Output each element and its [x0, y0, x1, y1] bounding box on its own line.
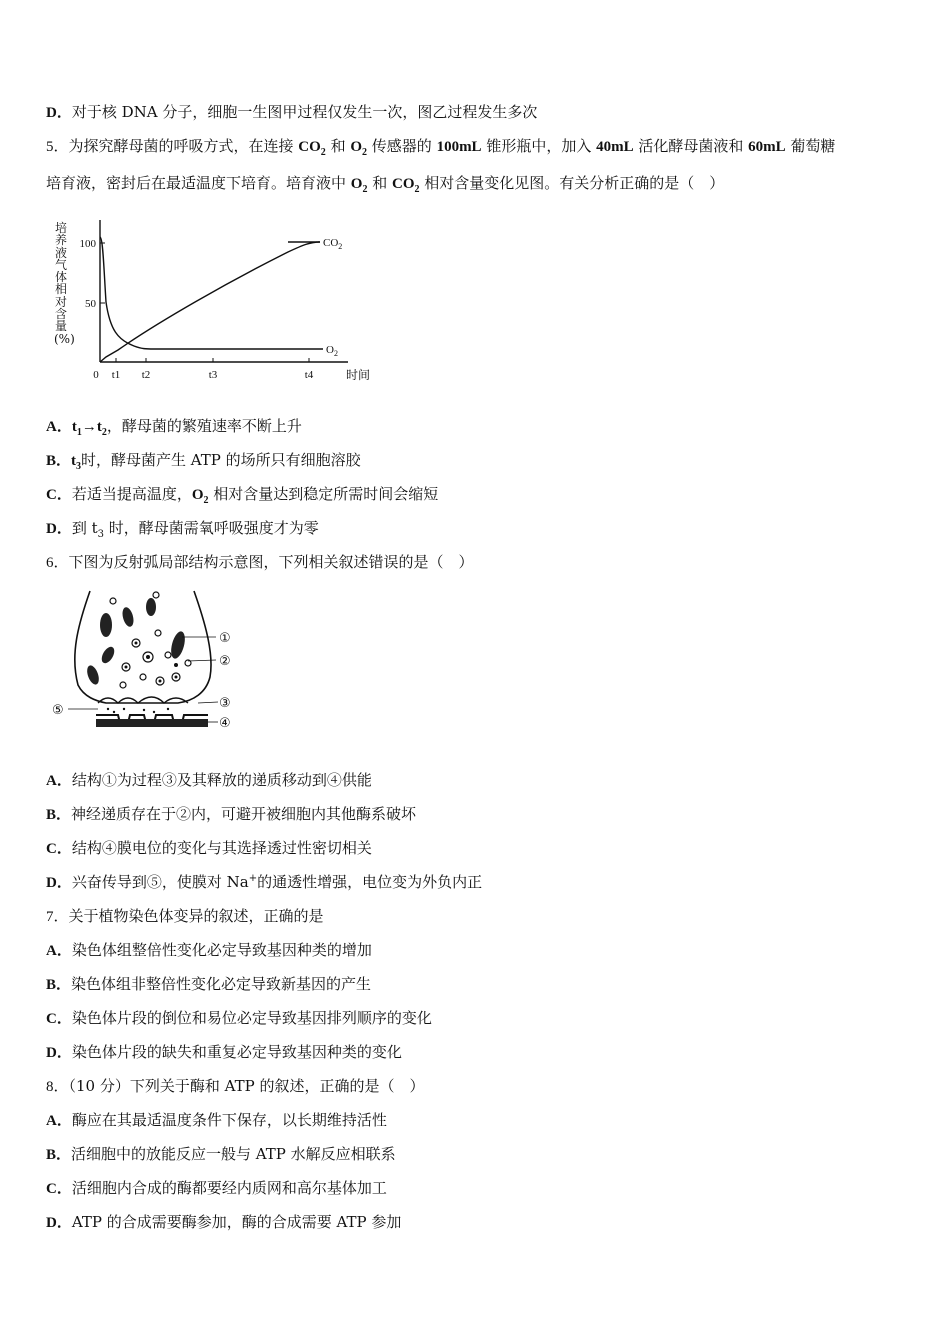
- option-text: 的通透性增强，电位变为外负内正: [257, 873, 483, 891]
- q6-option-a: [46, 769, 372, 792]
- text: t: [71, 453, 77, 469]
- subscript: 3: [97, 529, 105, 540]
- subscript: 2: [101, 427, 107, 438]
- option-text: ATP 的合成需要酶参加，酶的合成需要 ATP 参加: [71, 1213, 402, 1231]
- q5-option-b: [46, 449, 361, 472]
- q8-stem: [46, 1075, 425, 1098]
- label-2: ②: [219, 654, 231, 669]
- text: 活化酵母菌液和: [633, 137, 749, 155]
- option-text: 兴奋传导到⑤，使膜对 Na: [71, 873, 249, 891]
- text: 60mL: [748, 139, 786, 155]
- option-text: 染色体组整倍性变化必定导致基因种类的增加: [71, 941, 372, 959]
- y-tick-label: 50: [85, 298, 96, 310]
- x-tick-label: t3: [208, 369, 218, 381]
- text: 为探究酵母菌的呼吸方式，在连接: [68, 137, 299, 155]
- option-letter: D．: [46, 1215, 72, 1231]
- subscript: 2: [414, 184, 420, 195]
- text: 相对含量变化见图。有关分析正确的是（ ）: [419, 174, 725, 192]
- text: →t: [81, 419, 102, 435]
- option-letter: B．: [46, 1147, 72, 1163]
- text: 和: [325, 137, 351, 155]
- q6-stem: [46, 551, 474, 574]
- text: CO: [298, 139, 321, 155]
- label-3: ③: [219, 696, 231, 711]
- q5-stem-line1: [46, 135, 835, 158]
- x-tick-label: 0: [93, 369, 99, 381]
- option-text: 活细胞中的放能反应一般与 ATP 水解反应相联系: [71, 1145, 396, 1163]
- q8-option-d: [46, 1211, 401, 1234]
- option-letter: A．: [46, 943, 72, 959]
- text: O: [350, 176, 363, 192]
- q7-option-c: [46, 1007, 432, 1030]
- q8-option-b: [46, 1143, 396, 1166]
- question-number: 6．: [46, 555, 69, 571]
- option-text: ，酵母菌的繁殖速率不断上升: [106, 417, 302, 435]
- option-text: 神经递质存在于②内，可避开被细胞内其他酶系破坏: [71, 805, 417, 823]
- option-letter: B．: [46, 807, 72, 823]
- co2-curve: [100, 242, 320, 362]
- text: t: [71, 419, 77, 435]
- superscript: +: [248, 873, 258, 884]
- option-text: 染色体组非整倍性变化必定导致新基因的产生: [71, 975, 372, 993]
- q5-option-d: [46, 517, 319, 540]
- option-letter: D．: [46, 1045, 72, 1061]
- question-text: 下图为反射弧局部结构示意图，下列相关叙述错误的是（ ）: [68, 553, 474, 571]
- option-letter: C．: [46, 841, 72, 857]
- q6-option-c: [46, 837, 372, 860]
- x-tick-label: t4: [304, 369, 314, 381]
- x-axis-label: 时间: [346, 368, 371, 382]
- x-tick-label: t1: [111, 369, 121, 381]
- option-letter: B．: [46, 453, 72, 469]
- axon-terminal-outline: [75, 591, 211, 703]
- q5-option-a: [46, 415, 302, 438]
- q8-option-a: [46, 1109, 387, 1132]
- question-text: （10 分）下列关于酶和 ATP 的叙述，正确的是（ ）: [68, 1077, 425, 1095]
- subscript: 1: [76, 427, 82, 438]
- q7-option-d: [46, 1041, 402, 1064]
- text: 培育液，密封后在最适温度下培育。培育液中: [46, 174, 351, 192]
- option-text: 若适当提高温度，: [71, 485, 192, 503]
- option-text: 结构①为过程③及其释放的递质移动到④供能: [71, 771, 372, 789]
- presynaptic-membrane: [98, 697, 188, 703]
- option-text: 时，酵母菌产生 ATP 的场所只有细胞溶胶: [81, 451, 361, 469]
- question-text: 关于植物染色体变异的叙述，正确的是: [68, 907, 324, 925]
- neurotransmitter-dots: [107, 708, 169, 713]
- label-1: ①: [219, 631, 231, 646]
- synapse-diagram: [48, 585, 248, 735]
- text: CO: [392, 176, 415, 192]
- question-number: 5．: [46, 139, 69, 155]
- text: 40mL: [596, 139, 634, 155]
- text: 和: [367, 174, 392, 192]
- option-text: 活细胞内合成的酶都要经内质网和高尔基体加工: [71, 1179, 387, 1197]
- option-text: 对于核 DNA 分子，细胞一生图甲过程仅发生一次，图乙过程发生多次: [71, 103, 538, 121]
- q6-option-d: [46, 871, 482, 894]
- q4-option-d: [46, 101, 537, 124]
- option-letter: C．: [46, 487, 72, 503]
- option-text: 结构④膜电位的变化与其选择透过性密切相关: [71, 839, 372, 857]
- option-letter: C．: [46, 1011, 72, 1027]
- q8-option-c: [46, 1177, 387, 1200]
- co2-label: $CO_2$: [323, 237, 343, 251]
- subscript: 3: [76, 461, 82, 472]
- option-letter: A．: [46, 773, 72, 789]
- postsynaptic-cell: [96, 719, 208, 727]
- label-5: ⑤: [52, 703, 64, 718]
- q7-stem: [46, 905, 324, 928]
- q7-option-b: [46, 973, 371, 996]
- q7-option-a: [46, 939, 372, 962]
- graph-y-label: 培养液气体相对含量(%): [54, 221, 75, 346]
- option-text: 染色体片段的倒位和易位必定导致基因排列顺序的变化: [71, 1009, 432, 1027]
- option-letter: D．: [46, 521, 72, 537]
- text: 传感器的: [367, 137, 437, 155]
- option-text: 时，酵母菌需氧呼吸强度才为零: [104, 519, 319, 537]
- label-4: ④: [219, 716, 231, 731]
- option-letter: A．: [46, 419, 72, 435]
- option-text: 到 t: [71, 519, 98, 537]
- option-text: 相对含量达到稳定所需时间会缩短: [208, 485, 439, 503]
- option-text: 酶应在其最适温度条件下保存，以长期维持活性: [71, 1111, 387, 1129]
- option-letter: D．: [46, 875, 72, 891]
- leader-line-2: [188, 660, 216, 661]
- subscript: 2: [362, 184, 368, 195]
- y-tick-label: 100: [79, 238, 96, 250]
- leader-line-3: [198, 702, 218, 703]
- subscript: 2: [320, 147, 326, 158]
- option-letter: C．: [46, 1181, 72, 1197]
- text: 100mL: [436, 139, 482, 155]
- q5-option-c: [46, 483, 438, 506]
- x-tick-label: t2: [141, 369, 151, 381]
- option-letter: B．: [46, 977, 72, 993]
- q5-stem-line2: [46, 172, 724, 195]
- question-number: 7．: [46, 909, 69, 925]
- option-letter: A．: [46, 1113, 72, 1129]
- text: O: [350, 139, 363, 155]
- option-text: 染色体片段的缺失和重复必定导致基因种类的变化: [71, 1043, 402, 1061]
- text: O: [191, 487, 204, 503]
- option-letter: D．: [46, 105, 72, 121]
- subscript: 2: [203, 495, 209, 506]
- o2-co2-graph: [48, 212, 378, 390]
- q6-option-b: [46, 803, 416, 826]
- o2-label: $O_2$: [326, 344, 338, 358]
- vesicle-cores: [125, 642, 179, 683]
- text: 葡萄糖: [785, 137, 836, 155]
- question-number: 8．: [46, 1079, 69, 1095]
- subscript: 2: [362, 147, 368, 158]
- text: 锥形瓶中，加入: [481, 137, 597, 155]
